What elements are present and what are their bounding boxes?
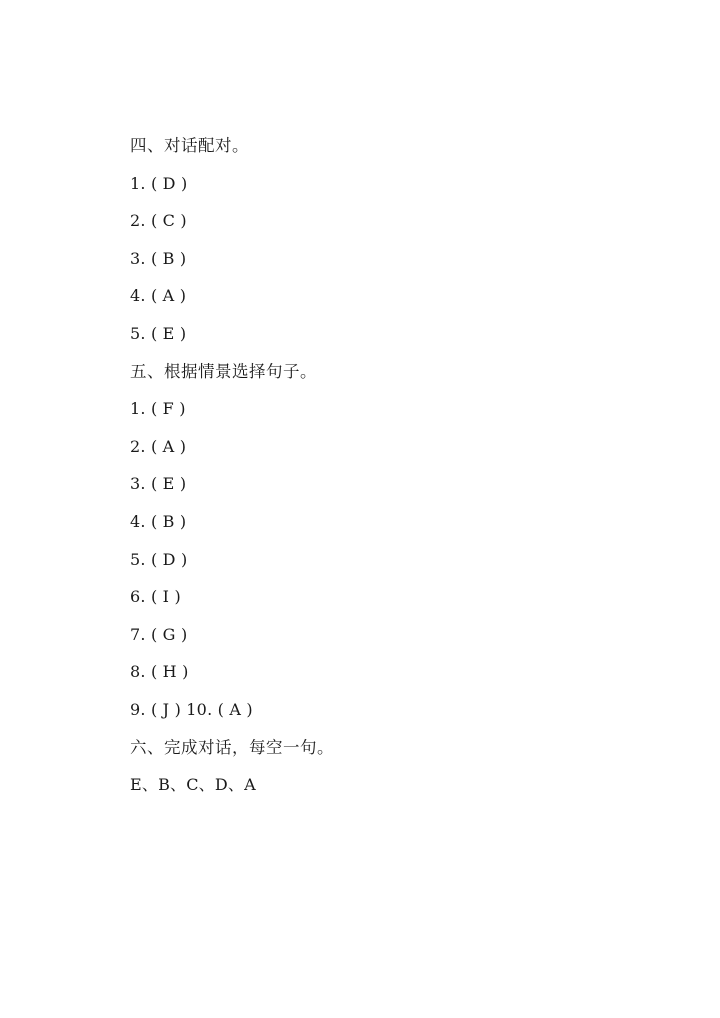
section-4-answer-5: 5. ( E ) [130,323,187,343]
section-4-heading: 四、对话配对。 [130,136,249,155]
section-4-answer-1: 1. ( D ) [130,173,188,193]
section-5-answer-5: 5. ( D ) [130,549,188,569]
section-5-answer-9-10: 9. ( J ) 10. ( A ) [130,699,253,719]
section-5-answer-8: 8. ( H ) [130,662,189,682]
section-5-answer-2: 2. ( A ) [130,436,187,456]
answer-key-page [130,133,650,810]
section-6-answer: E、B、C、D、A [130,775,256,795]
section-4-answer-2: 2. ( C ) [130,211,187,231]
section-4-answer-3: 3. ( B ) [130,248,187,268]
section-5-heading: 五、根据情景选择句子。 [130,361,317,381]
section-5-answer-7: 7. ( G ) [130,624,188,644]
section-5-answer-1: 1. ( F ) [130,399,186,419]
section-5-answer-3: 3. ( E ) [130,474,187,494]
section-4-answer-4: 4. ( A ) [130,286,187,306]
section-5-answer-6: 6. ( I ) [130,587,181,607]
section-6-heading: 六、完成对话，每空一句。 [130,737,334,757]
section-5-answer-4: 4. ( B ) [130,511,187,531]
